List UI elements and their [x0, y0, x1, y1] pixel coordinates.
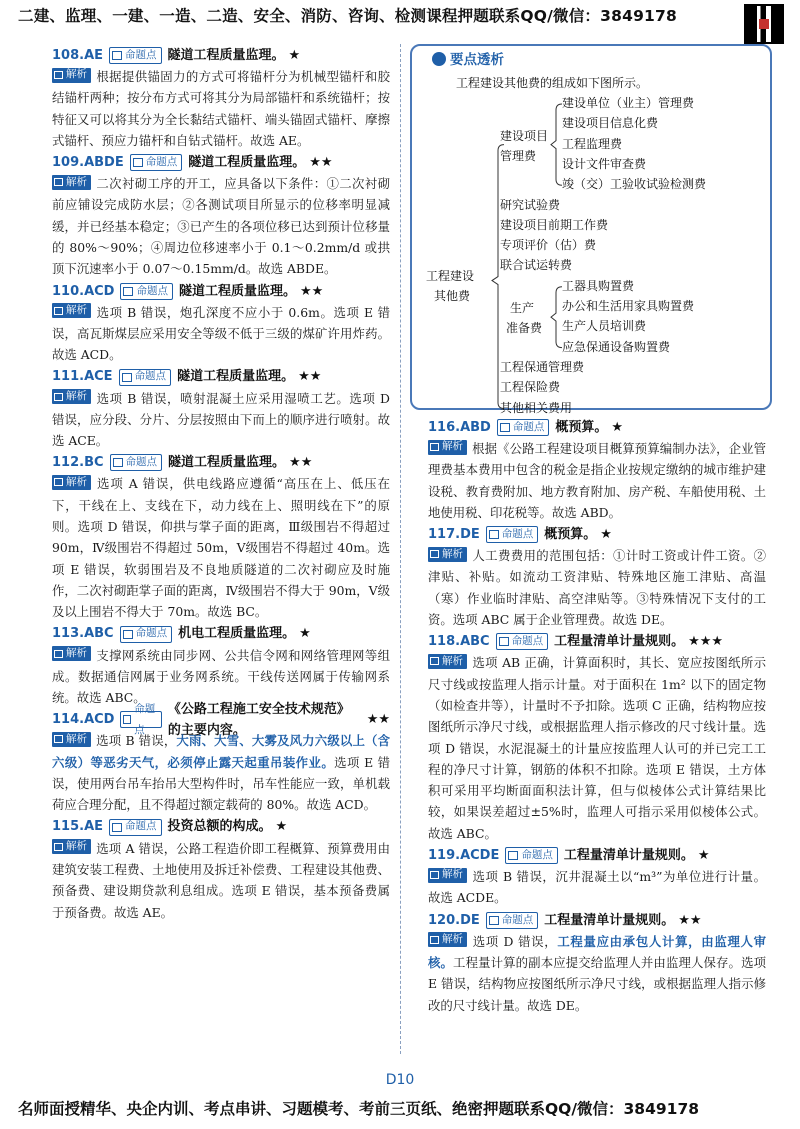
book-icon [430, 871, 439, 879]
jiexi-tag: 解析 [52, 389, 91, 404]
tree-group-label: 建设项目 [500, 128, 549, 143]
tree-leaf: 办公和生活用家具购置费 [562, 299, 695, 313]
mingtidian-tag: 命题点 [120, 626, 173, 643]
tree-leaf: 建设单位（业主）管理费 [562, 96, 695, 110]
tree-root-label: 工程建设 [426, 268, 475, 283]
difficulty-stars: ★ [611, 419, 624, 435]
body-text: 工程量计算的副本应提交给监理人并由监理人保存。选项 E 错误，结构物应按图纸所示净尺寸线，或根据监理人指示修改的尺寸线计量。故选 DE。 [428, 954, 766, 1013]
qr-code-icon [744, 4, 784, 44]
question-header [52, 367, 390, 388]
book-icon [123, 630, 133, 639]
tree-leaf: 工程保险费 [500, 380, 561, 395]
mingtidian-tag: 命题点 [486, 526, 539, 543]
tree-leaf: 建设项目信息化费 [562, 116, 659, 131]
book-icon [54, 307, 63, 315]
jiexi-tag: 解析 [428, 547, 467, 562]
answer-number: 111.ACE [52, 369, 113, 385]
book-icon [430, 936, 439, 944]
book-icon [113, 458, 123, 467]
question-header [428, 524, 766, 545]
highlighted-text: 工程量应由承包人计算，由监理人审核。 [428, 933, 767, 970]
difficulty-stars: ★★ [366, 712, 390, 728]
book-icon [54, 843, 63, 851]
topic-text: 概预算。 [544, 527, 597, 543]
topic-text: 工程量清单计量规则。 [563, 847, 694, 863]
question-header [428, 417, 766, 438]
tree-group-label: 管理费 [500, 148, 537, 163]
body-text: 选项 B 错误， [96, 733, 177, 749]
body-text: 选项 B 错误，炮孔深度不应小于 0.6m。选项 E 错误，高瓦斯煤层应采用安全等级不低于三级的煤矿许用炸药。故选 ACD。 [52, 304, 390, 363]
jiexi-tag: 解析 [428, 654, 467, 669]
tree-leaf: 工器具购置费 [562, 278, 635, 293]
mingtidian-tag: 命题点 [110, 454, 163, 471]
analysis-paragraph [52, 302, 390, 366]
book-icon [430, 443, 439, 451]
difficulty-stars: ★★★ [688, 634, 724, 650]
difficulty-stars: ★★ [299, 283, 324, 299]
body-text: 选项 E 错误，使用两台吊车抬吊大型构件时，吊车性能应一致，单机载荷应合理分配，且不得超过额定载荷的 80%。故选 ACD。 [52, 754, 390, 813]
book-icon [123, 287, 133, 296]
tree-leaf: 应急保通设备购置费 [562, 339, 671, 354]
column-divider [400, 44, 401, 1054]
difficulty-stars: ★★ [298, 369, 322, 385]
answer-number: 108.AE [52, 47, 104, 63]
analysis-paragraph [52, 730, 390, 815]
book-icon [430, 550, 439, 558]
difficulty-stars: ★★ [678, 912, 702, 928]
book-icon [123, 715, 131, 724]
mingtidian-tag: 命题点 [496, 633, 549, 650]
question-header [52, 817, 390, 838]
jiexi-tag: 解析 [428, 440, 467, 455]
question-header [428, 631, 766, 652]
book-icon [122, 373, 132, 382]
analysis-paragraph [428, 866, 766, 909]
topic-text: 机电工程质量监理。 [178, 626, 296, 642]
tree-leaf: 生产人员培训费 [562, 319, 647, 334]
book-icon [112, 823, 122, 832]
analysis-paragraph [52, 838, 390, 923]
footer-banner: 名师面授精华、央企内训、考点串讲、习题模考、考前三页纸、绝密押题联系QQ/微信：3849178 [18, 1100, 700, 1118]
question-header [428, 845, 766, 866]
book-icon [500, 423, 510, 432]
question-header [428, 910, 766, 931]
keypoint-title: 要点透析 [432, 48, 504, 68]
question-header [52, 281, 390, 302]
difficulty-stars: ★★ [309, 155, 333, 171]
topic-text: 《公路工程施工安全技术规范》的主要内容。 [167, 701, 350, 738]
body-text: 二次衬砌工序的开工，应具备以下条件：①二次衬砌前应铺设完成防水层；②各测试项目所显示的位移率明显减缓，并已经基本稳定；③已产生的各项位移已达到预计位移量的 80%～90%；④周边位移速率小于 0.1～0.2mm/d 或拱顶下沉速率小于 0.07～0.15mm/d。故选 ABDE。 [52, 176, 390, 277]
difficulty-stars: ★ [275, 819, 288, 835]
difficulty-stars: ★ [697, 847, 710, 863]
body-text: 选项 AB 正确，计算面积时，其长、宽应按图纸所示尺寸线或按监理人指示计量。对于面积在 1m² 以下的固定物（如检查井等），计量时不予扣除。选项 C 正确，结构物应按图纸所示净尺寸线，或根据监理人指示修改的尺寸线计量。选项 D 错误，水泥混凝土的计量应按监理人认可的并已完工工程的净尺寸计算，钢筋的体积不扣除。选项 E 错误，土方体积可采用平均断面面积法计算，但与似棱体公式计算结果比较，如果误差超过±5%时，监理人可指示采用似棱体公式。故选 ABC。 [428, 655, 766, 841]
tree-leaf: 竣（交）工验收试验检测费 [562, 177, 707, 192]
body-text: 选项 A 错误，供电线路应遵循“高压在上、低压在下，干线在上、支线在下，动力线在上、照明线在下”的原则。选项 D 错误，仰拱与掌子面的距离，Ⅲ级围岩不得超过 90m，Ⅳ级围岩不得超过 50m，Ⅴ级围岩不得超过 40m。选项 E 错误，软弱围岩及不良地质隧道的二次衬砌应及时施作，二次衬砌距掌子面的距离，Ⅳ级围岩不得大于 90m，Ⅴ级及以上围岩不得大于 70m。故选 BC。 [52, 476, 390, 620]
tree-leaf: 设计文件审查费 [562, 156, 647, 171]
topic-text: 隧道工程质量监理。 [178, 283, 296, 299]
answer-number: 114.ACD [52, 712, 115, 728]
book-icon [54, 178, 63, 186]
topic-text: 隧道工程质量监理。 [177, 369, 295, 385]
difficulty-stars: ★ [600, 527, 612, 543]
tree-leaf: 专项评价（估）费 [500, 238, 597, 253]
jiexi-tag: 解析 [52, 732, 91, 747]
body-text: 选项 A 错误，公路工程造价即工程概算、预算费用由建筑安装工程费、土地使用及拆迁补偿费、工程建设其他费、预备费、建设期贷款利息组成。选项 E 错误，基本预备费属于预备费。故选 AE。 [52, 840, 390, 920]
keypoint-intro: 工程建设其他费的组成如下图所示。 [456, 76, 649, 90]
analysis-paragraph [52, 473, 390, 622]
difficulty-stars: ★★ [289, 455, 313, 471]
answer-number: 112.BC [52, 455, 104, 471]
analysis-paragraph [52, 173, 390, 279]
topic-text: 工程量清单计量规则。 [544, 912, 675, 928]
mingtidian-tag: 命题点 [120, 283, 173, 300]
book-icon [489, 530, 499, 539]
body-text: 选项 D 错误， [472, 933, 558, 949]
keypoint-box [410, 44, 772, 415]
book-icon [499, 637, 509, 646]
book-icon [430, 657, 439, 665]
right-column [428, 416, 766, 1016]
header-banner: 二建、监理、一建、一造、二造、安全、消防、咨询、检测课程押题联系QQ/微信：3849178 [18, 7, 678, 25]
book-icon [133, 158, 143, 167]
mingtidian-tag: 命题点 [109, 47, 162, 64]
mingtidian-tag: 命题点 [120, 711, 161, 728]
difficulty-stars: ★ [288, 47, 301, 63]
question-header [52, 45, 390, 66]
jiexi-tag: 解析 [428, 932, 467, 947]
book-icon [54, 478, 63, 486]
answer-number: 109.ABDE [52, 155, 124, 171]
book-icon [54, 393, 63, 401]
book-icon [489, 916, 499, 925]
body-text: 支撑网系统由同步网、公共信令网和网络管理网等组成。数据通信网属于业务网系统。干线传送网属于传输网系统。故选 ABC。 [52, 647, 390, 706]
tree-leaf: 研究试验费 [500, 197, 561, 212]
tree-group-label: 生产 [510, 301, 535, 316]
jiexi-tag: 解析 [52, 68, 91, 83]
answer-number: 118.ABC [428, 634, 490, 650]
tree-leaf: 工程监理费 [562, 136, 623, 151]
left-column [52, 44, 390, 923]
mingtidian-tag: 命题点 [130, 154, 183, 171]
topic-text: 隧道工程质量监理。 [188, 155, 306, 171]
question-header [52, 452, 390, 473]
topic-text: 投资总额的构成。 [167, 819, 272, 835]
book-icon [508, 851, 518, 860]
body-text: 人工费费用的范围包括：①计时工资或计件工资。②津贴、补贴。如流动工资津贴、特殊地区施工津贴、高温（寒）作业临时津贴、高空津贴等。③特殊情况下支付的工资。选项 ABC 属于企业管理费。故选 DE。 [428, 548, 766, 628]
answer-number: 110.ACD [52, 283, 115, 299]
mingtidian-tag: 命题点 [119, 369, 172, 386]
analysis-paragraph [428, 931, 766, 1016]
tree-group-label: 准备费 [506, 321, 543, 336]
book-icon [112, 51, 122, 60]
mingtidian-tag: 命题点 [486, 912, 539, 929]
mingtidian-tag: 命题点 [505, 847, 558, 864]
tree-root-label: 其他费 [434, 288, 471, 303]
book-icon [54, 735, 63, 743]
topic-text: 概预算。 [555, 419, 608, 435]
tree-leaf: 联合试运转费 [500, 258, 573, 273]
body-text: 选项 B 错误，喷射混凝土应采用湿喷工艺。选项 D 错误，应分段、分片、分层按照由下而上的顺序进行喷射。故选 ACE。 [52, 390, 390, 449]
question-header [52, 701, 390, 738]
question-header [52, 624, 390, 645]
book-icon [54, 650, 63, 658]
book-icon [54, 71, 63, 79]
jiexi-tag: 解析 [52, 475, 91, 490]
answer-number: 116.ABD [428, 419, 491, 435]
page-number: D10 [385, 1072, 415, 1088]
body-text: 选项 B 错误，沉井混凝土以“m³”为单位进行计量。故选 ACDE。 [428, 869, 766, 906]
difficulty-stars: ★ [299, 626, 311, 642]
mingtidian-tag: 命题点 [497, 419, 550, 436]
answer-number: 120.DE [428, 912, 480, 928]
analysis-paragraph [428, 545, 766, 630]
body-text: 根据《公路工程建设项目概算预算编制办法》，企业管理费基本费用中包含的税金是指企业按规定缴纳的城市维护建设税、教育费附加、地方教育附加、房产税、车船使用税、土地使用税、印花税等。故选 ABD。 [428, 441, 766, 520]
jiexi-tag: 解析 [52, 646, 91, 661]
analysis-paragraph [428, 652, 766, 844]
analysis-paragraph [52, 388, 390, 452]
jiexi-tag: 解析 [52, 303, 91, 318]
question-header [52, 152, 390, 173]
body-text: 根据提供锚固力的方式可将锚杆分为机械型锚杆和胶结锚杆两种；按分布方式可将其分为局部锚杆和系统锚杆；按特征又可以将其分为全长黏结式锚杆、端头锚固式锚杆、摩擦式锚杆、预应力锚杆和自钻式锚杆。故选 AE。 [52, 69, 390, 148]
analysis-paragraph [52, 66, 390, 151]
answer-number: 119.ACDE [428, 847, 500, 863]
topic-text: 工程量清单计量规则。 [554, 634, 685, 650]
mingtidian-tag: 命题点 [109, 819, 162, 836]
tree-leaf: 建设项目前期工作费 [500, 217, 609, 232]
jiexi-tag: 解析 [428, 868, 467, 883]
answer-number: 115.AE [52, 819, 104, 835]
topic-text: 隧道工程质量监理。 [167, 47, 285, 63]
tree-leaf: 工程保通管理费 [500, 359, 585, 374]
topic-text: 隧道工程质量监理。 [168, 455, 286, 471]
answer-number: 113.ABC [52, 626, 114, 642]
highlighted-text: 大雨、大雪、大雾及风力六级以上（含六级）等恶劣天气，必须停止露天起重吊装作业。 [52, 733, 391, 770]
analysis-paragraph [428, 438, 766, 523]
answer-number: 117.DE [428, 527, 480, 543]
jiexi-tag: 解析 [52, 839, 91, 854]
jiexi-tag: 解析 [52, 175, 91, 190]
tree-leaf: 其他相关费用 [500, 400, 573, 415]
